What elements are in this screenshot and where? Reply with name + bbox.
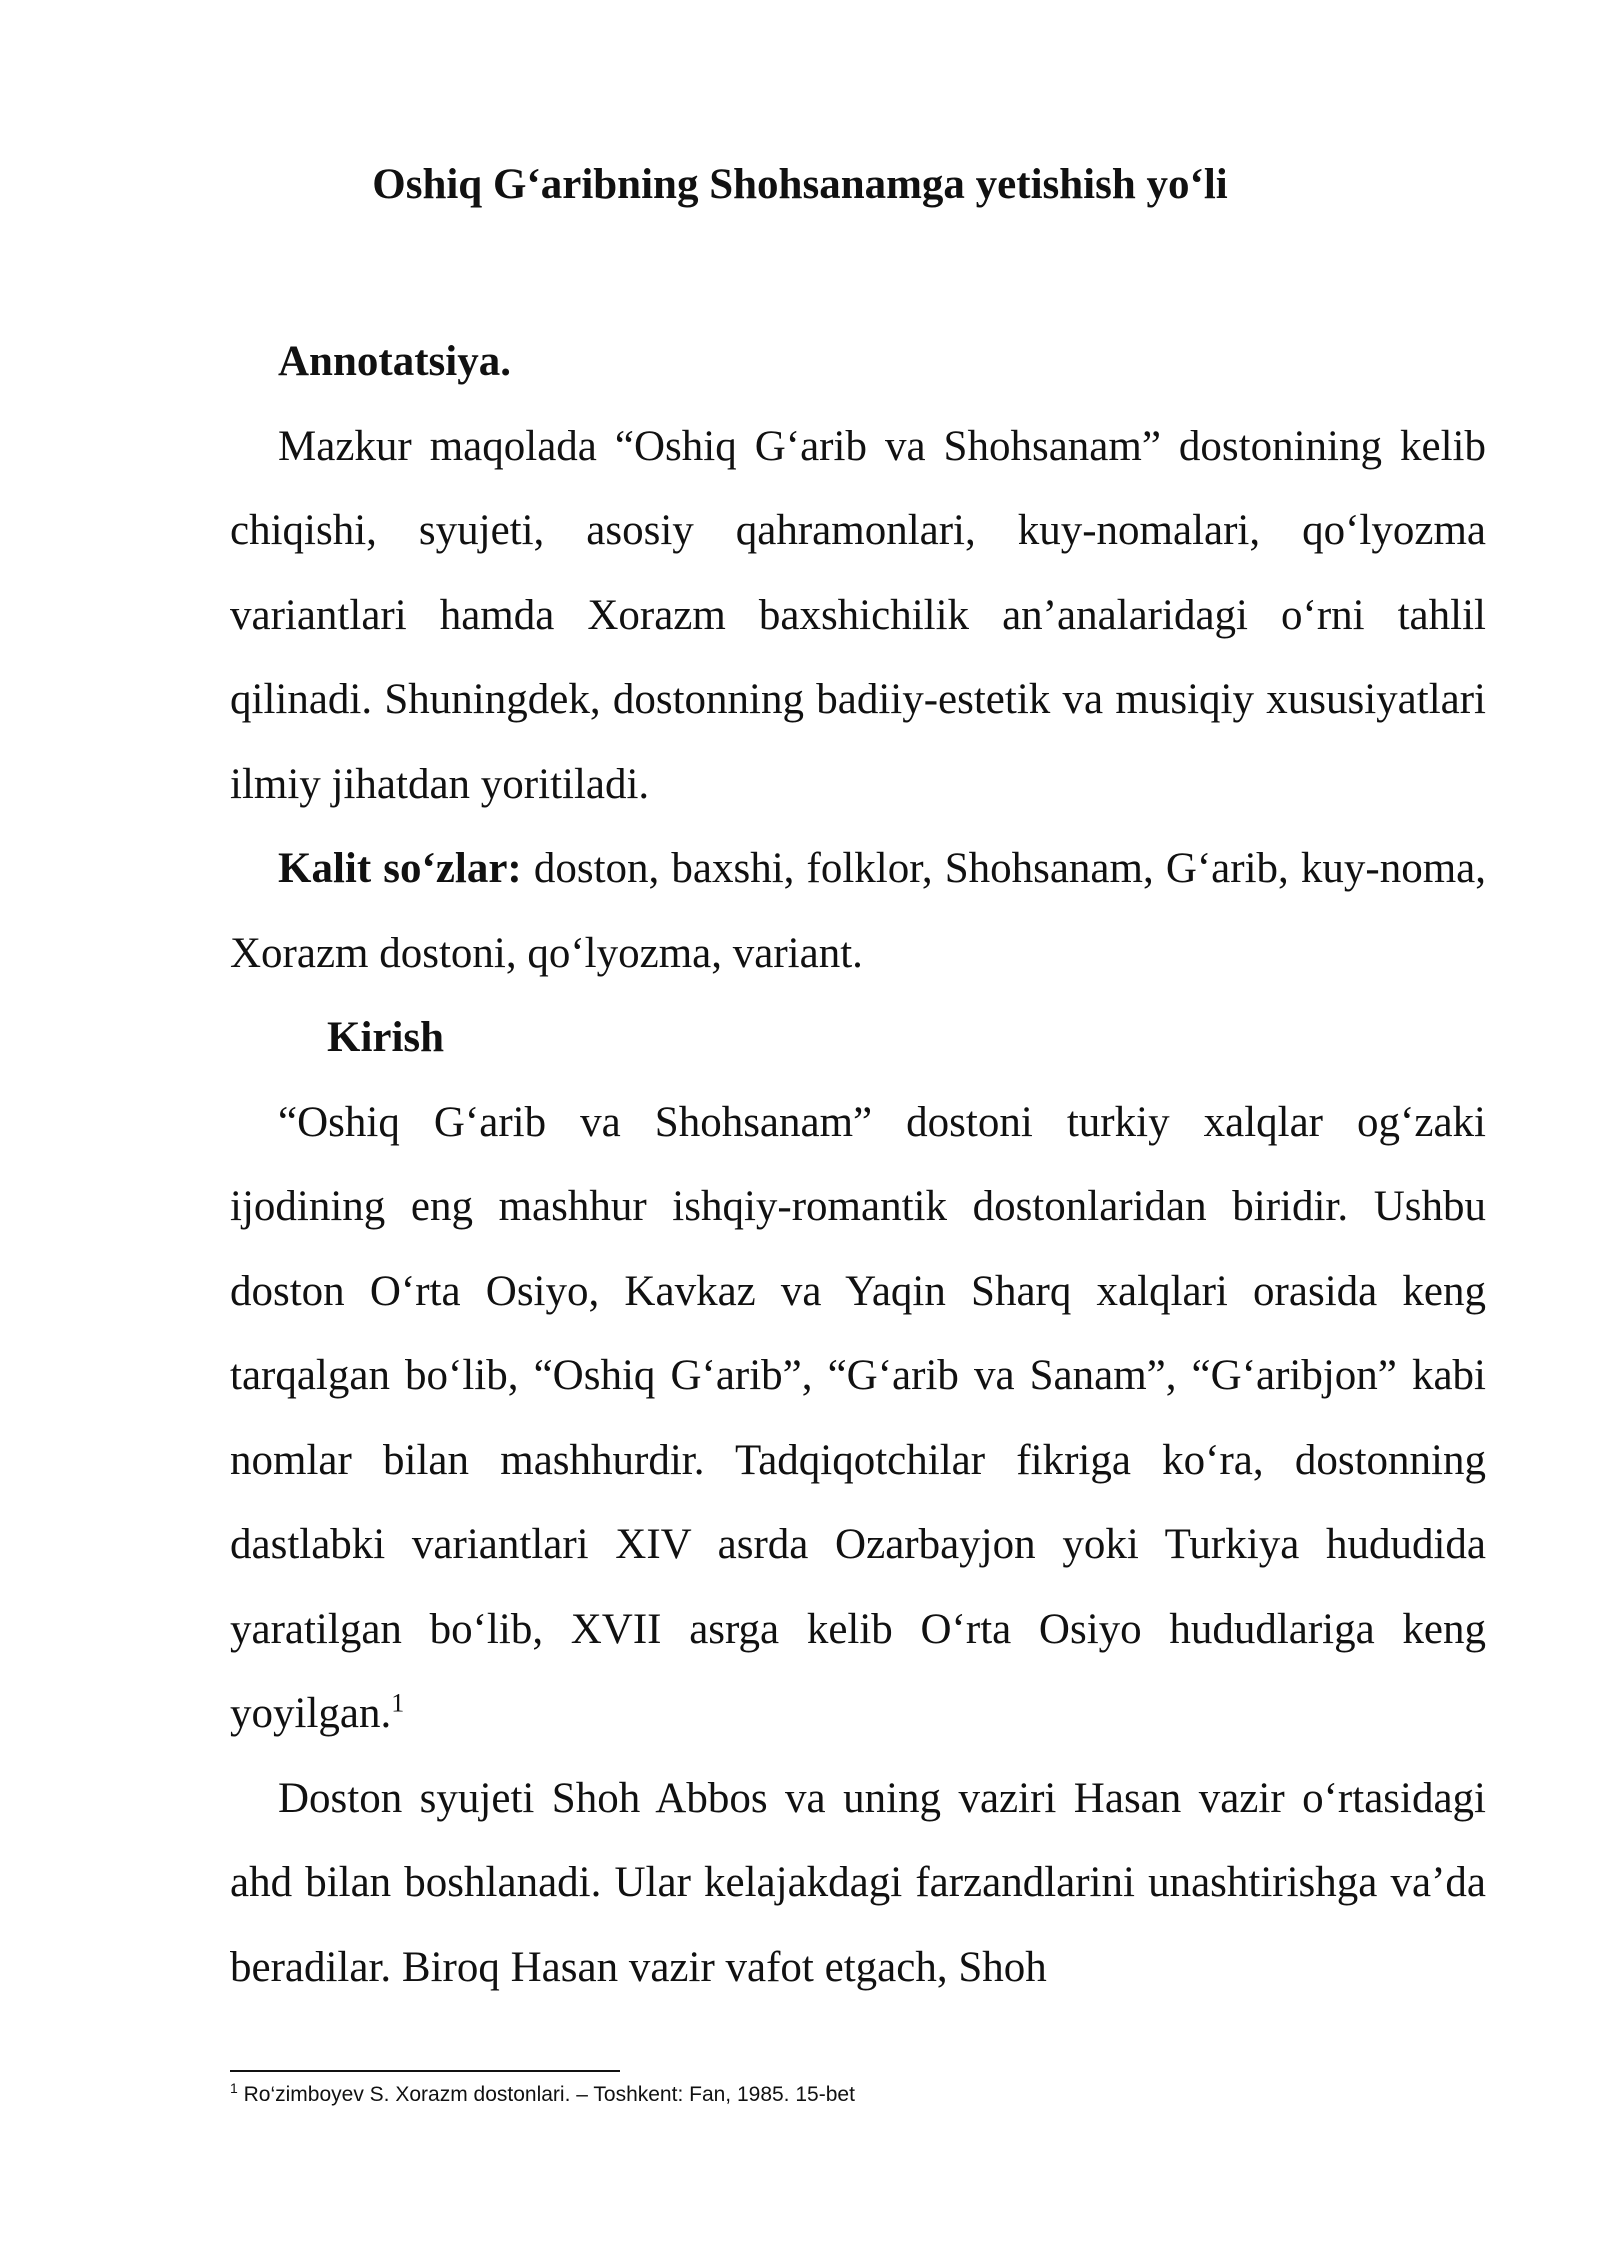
keywords-label: Kalit so‘zlar: [278,845,522,892]
document-title: Oshiq G‘aribning Shohsanamga yetishish yo‘li [372,161,1228,208]
footnote-separator [230,2070,620,2072]
footnote-reference[interactable]: 1 [391,1688,405,1718]
intro-heading: Kirish [327,1014,445,1061]
intro-paragraph-1 [230,1081,1486,1757]
keywords-text: doston, baxshi, folklor, Shohsanam, G‘arib, kuy-noma, Xorazm dostoni, qo‘lyozma, variant. [230,845,1486,977]
footnote [230,2080,1486,2110]
footnote-number: 1 [230,2080,238,2096]
annotation-heading: Annotatsiya. [278,338,511,385]
footnote-text: Ro‘zimboyev S. Xorazm dostonlari. – Toshkent: Fan, 1985. 15-bet [237,2083,855,2106]
annotation-paragraph: Mazkur maqolada “Oshiq G‘arib va Shohsanam” dostonining kelib chiqishi, syujeti, asosiy qahramonlari, kuy-nomalari, qo‘lyozma variantlari hamda Xorazm baxshichilik an’analaridagi o‘rni tahlil qilinadi. Shuningdek, dostonning badiiy-estetik va musiqiy xususiyatlari ilmiy jihatdan yoritiladi. [230,422,1486,808]
document-body [230,320,1486,2010]
keywords-paragraph [230,827,1486,996]
intro-paragraph-1-text: “Oshiq G‘arib va Shohsanam” dostoni turkiy xalqlar og‘zaki ijodining eng mashhur ishqiy-romantik dostonlaridan biridir. Ushbu doston O‘rta Osiyo, Kavkaz va Yaqin Sharq xalqlari orasida keng tarqalgan bo‘lib, “Oshiq G‘arib”, “G‘arib va Sanam”, “G‘aribjon” kabi nomlar bilan mashhurdir. Tadqiqotchilar fikriga ko‘ra, dostonning dastlabki variantlari XIV asrda Ozarbayjon yoki Turkiya hududida yaratilgan bo‘lib, XVII asrga kelib O‘rta Osiyo hududlariga keng yoyilgan. [230,1098,1486,1737]
intro-paragraph-2: Doston syujeti Shoh Abbos va uning vaziri Hasan vazir o‘rtasidagi ahd bilan boshlanadi. Ular kelajakdagi farzandlarini unashtirishga va’da beradilar. Biroq Hasan vazir vafot etgach, Shoh [230,1774,1486,1991]
